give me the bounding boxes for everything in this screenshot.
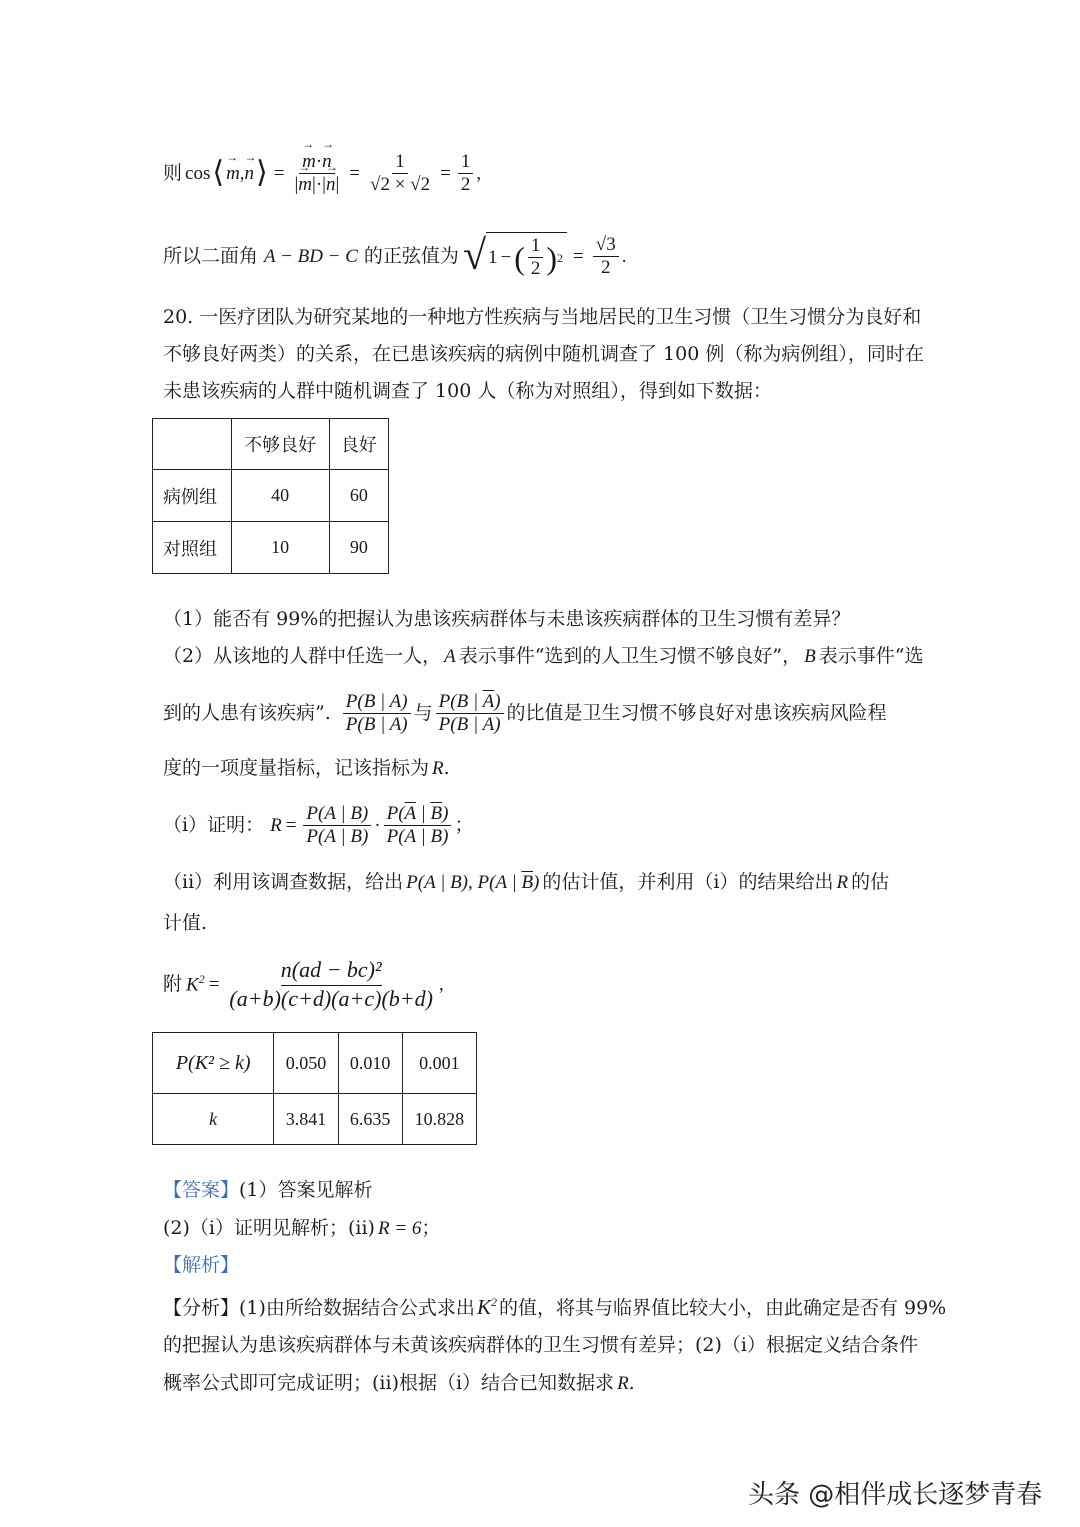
table-cell: 病例组 — [153, 470, 232, 522]
ratio-fraction-2: $\frac{P(B | \overline{A})}{P(\overline{B} | \overline{A})}$ — [436, 691, 504, 736]
sqrt-fraction: $\frac{1}{√2 \times √2}$ — [370, 150, 431, 195]
cos-formula-line: 则 cos ⟨ → m , → n ⟩ = → $\frac{m\cdot\to n}{|\to m|\cdot|\to n|}$ = $\frac{1}{√2 \times √2}$ = $\frac{1}{2}$ , — [163, 142, 481, 204]
problem-20-line-1: 20. 一医疗团队为研究某地的一种地方性疾病与当地居民的卫生习惯（卫生习惯分为良好和 — [163, 306, 922, 328]
table-cell: 10.828 — [402, 1094, 476, 1145]
table-cell: 60 — [329, 470, 388, 522]
question-1: （1）能否有 99%的把握认为患该疾病群体与未患该疾病群体的卫生习惯有差异？ — [163, 608, 851, 630]
question-ii-line-2: 计值. — [163, 912, 208, 934]
table-cell: 对照组 — [153, 522, 232, 574]
table-cell: 0.001 — [402, 1033, 476, 1094]
table-header-good: 良好 — [329, 419, 388, 470]
table-cell: 10 — [231, 522, 329, 574]
table-cell: 90 — [329, 522, 388, 574]
ratio-fraction-1: $\frac{P(B | A)}{P(\overline{B} | A)}$ — [343, 691, 411, 736]
sine-text: 所以二面角 — [163, 244, 259, 267]
answer-line-2: (2)（i）证明见解析；(ii) R = 6； — [163, 1217, 441, 1239]
cos-word: cos — [185, 162, 211, 184]
table-cell: 6.635 — [338, 1094, 402, 1145]
critical-value-table — [152, 1032, 477, 1145]
proof-fraction-2: $\frac{P(\overline{A} | \overline{B})}{P(A | \overline{B})}$ — [384, 803, 452, 848]
table-cell: 3.841 — [274, 1094, 338, 1145]
question-2-line-2: 到的人患有该疾病”. $\frac{P(B | A)}{P(\overline{B} | A)}$ 与 $\frac{P(B | \overline{A})}{P(\overline{B} | \overline{A})}$ 的比值是卫生习惯不够良好对患该疾病风险程 — [163, 690, 887, 735]
watermark: 头条 @相伴成长逐梦青春 — [748, 1480, 1043, 1510]
question-i: （i）证明： R = $\frac{P(A | B)}{P(\overline{A} | B)}$ · $\frac{P(\overline{A} | \overline{B})}{P(A | \overline{B})}$ ； — [163, 802, 474, 847]
table-cell: 40 — [231, 470, 329, 522]
vector-n: → n — [245, 164, 255, 183]
vector-m: → m — [226, 164, 240, 183]
answer-tag: 【答案】 — [163, 1179, 240, 1201]
table-label-p: P(K² ≥ k) — [153, 1033, 274, 1094]
question-ii-line-1: （ii）利用该调查数据，给出 P(A | B), P(A | $\overline{B}$) 的估计值，并利用（i）的结果给出 R 的估 — [163, 871, 890, 893]
analysis-line-3: 概率公式即可完成证明；(ii)根据（i）结合已知数据求 R. — [163, 1372, 635, 1394]
table-cell: 0.050 — [274, 1033, 338, 1094]
dihedral-angle: A − BD − C — [264, 245, 358, 267]
k-squared-formula: 附 $K^2$ = $\frac{\text{n(ad − bc)²}}{(a+b)(c+d)(a+c)(b+d)}$ , — [163, 957, 444, 1011]
sine-text2: 的正弦值为 — [363, 244, 459, 267]
answer-line-1: 【答案】(1）答案见解析 — [163, 1179, 373, 1201]
table-label-k: k — [153, 1094, 274, 1145]
sine-result: $\frac{√3}{2}$ — [593, 234, 619, 279]
proof-fraction-1: $\frac{P(A | B)}{P(\overline{A} | B)}$ — [303, 803, 371, 848]
table-cell: 0.010 — [338, 1033, 402, 1094]
table-header-empty — [153, 419, 232, 470]
problem-20-line-3: 未患该疾病的人群中随机调查了 100 人（称为对照组），得到如下数据： — [163, 380, 772, 402]
table-header-not-good: 不够良好 — [231, 419, 329, 470]
cos-prefix: 则 — [163, 161, 183, 184]
sine-line: 所以二面角 A − BD − C 的正弦值为 √ 1 − ( $\frac{1}{2}$ ) 2 = $\frac{√3}{2}$ . — [163, 233, 627, 279]
half-fraction: $\frac{1}{2}$ — [458, 151, 474, 196]
question-2-line-3: 度的一项度量指标，记该指标为 R. — [163, 757, 450, 779]
cos-fraction: → $\frac{m\cdot\to n}{|\to m|\cdot|\to n|}$ — [291, 151, 342, 196]
survey-table — [152, 418, 389, 574]
analysis-line-1: 【分析】(1)由所给数据结合公式求出$K^2$ 的值，将其与临界值比较大小，由此确定是否有 99% — [163, 1295, 947, 1319]
table-row — [153, 470, 389, 522]
analysis-tag: 【解析】 — [163, 1254, 240, 1276]
k-squared-fraction: $\frac{\text{n(ad − bc)²}}{(a+b)(c+d)(a+c)(b+d)}$ — [229, 957, 433, 1011]
analysis-line-2: 的把握认为患该疾病群体与未黄该疾病群体的卫生习惯有差异；(2)（i）根据定义结合条件 — [163, 1334, 918, 1356]
question-2-line-1: （2）从该地的人群中任选一人， A 表示事件“选到的人卫生习惯不够良好”， B 表示事件“选 — [163, 645, 924, 667]
table-row — [153, 522, 389, 574]
problem-20-line-2: 不够良好两类）的关系，在已患该疾病的病例中随机调查了 100 例（称为病例组），同时在 — [163, 343, 924, 365]
